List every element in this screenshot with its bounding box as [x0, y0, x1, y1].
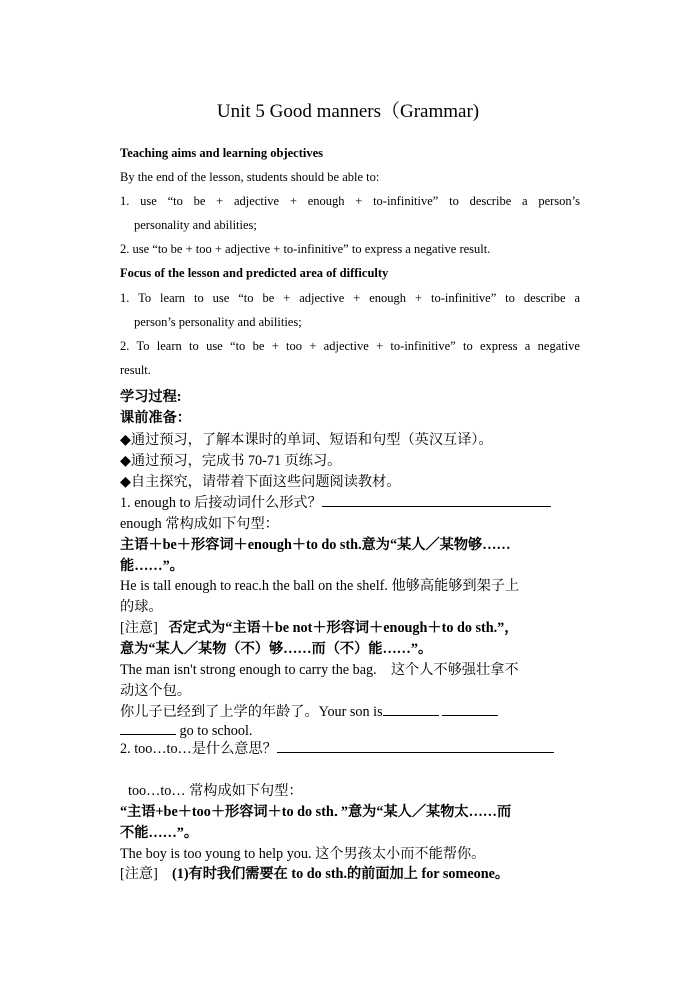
- example-2-line-2: 动这个包。: [120, 683, 191, 699]
- question-1-continuation: enough 常构成如下句型：: [120, 516, 279, 532]
- example-2-line-1: The man isn't strong enough to carry the bag. 这个人不够强壮拿不: [120, 662, 519, 678]
- example-3-text: 你儿子已经到了上学的年龄了。Your son is: [120, 704, 383, 720]
- note-1-text: 否定式为“主语＋be not＋形容词＋enough＋to do sth.”，: [168, 620, 519, 636]
- aim-1-line-2: personality and abilities;: [134, 218, 257, 232]
- pattern-1-line-1: 主语＋be＋形容词＋enough＋to do sth.意为“某人／某物够……: [120, 537, 511, 553]
- pattern-2-line-1: “主语+be＋too＋形容词＋to do sth．”意为“某人／某物太……而: [120, 804, 512, 820]
- aims-intro: By the end of the lesson, students should be able to:: [120, 170, 380, 184]
- note-2-label: [注意]: [120, 866, 158, 882]
- example-3-tail: go to school.: [179, 723, 253, 739]
- example-3-line-1: [120, 701, 580, 721]
- answer-blank-1[interactable]: [322, 493, 551, 507]
- question-2-continuation: too…to… 常构成如下句型：: [128, 783, 303, 799]
- note-1-line-2: 意为“某人／某物（不）够……而（不）能……”。: [120, 641, 433, 657]
- focus-2-line-1: 2. To learn to use “to be + too + adjective + to-infinitive” to express a negative: [120, 339, 580, 353]
- prep-item-2: ◆通过预习，完成书 70-71 页练习。: [120, 453, 342, 469]
- example-4: The boy is too young to help you. 这个男孩太小而不能帮你。: [120, 846, 486, 862]
- note-2: [120, 863, 580, 883]
- aim-2: 2. use “to be + too + adjective + to-infinitive” to express a negative result.: [120, 242, 491, 256]
- focus-heading: Focus of the lesson and predicted area of difficulty: [120, 266, 389, 280]
- question-1: [120, 492, 580, 512]
- pattern-2-line-2: 不能……”。: [120, 825, 199, 841]
- question-2: [120, 738, 580, 758]
- prep-item-1: ◆通过预习，了解本课时的单词、短语和句型（英汉互译）。: [120, 432, 493, 448]
- answer-blank-3[interactable]: [442, 702, 498, 716]
- question-2-text: 2. too…to…是什么意思？: [120, 741, 277, 757]
- note-1-label: [注意]: [120, 620, 158, 636]
- note-1-line-1: [120, 617, 580, 637]
- page-title: Unit 5 Good manners（Grammar): [216, 101, 480, 122]
- focus-1-line-1: 1. To learn to use “to be + adjective + enough + to-infinitive” to describe a: [120, 291, 580, 305]
- focus-2-line-2: result.: [120, 363, 151, 377]
- prep-item-3: ◆自主探究，请带着下面这些问题阅读教材。: [120, 474, 401, 490]
- example-1-line-2: 的球。: [120, 599, 163, 615]
- aim-1-line-1: 1. use “to be + adjective + enough + to-infinitive” to describe a person’s: [120, 194, 580, 208]
- note-2-text: (1)有时我们需要在 to do sth.的前面加上 for someone。: [172, 866, 510, 882]
- example-1-line-1: He is tall enough to reac.h the ball on the shelf. 他够高能够到架子上: [120, 578, 520, 594]
- answer-blank-5[interactable]: [277, 739, 554, 753]
- question-1-text: 1. enough to 后接动词什么形式？: [120, 495, 322, 511]
- prep-heading: 课前准备：: [120, 410, 191, 426]
- process-heading: 学习过程:: [120, 389, 182, 405]
- answer-blank-4[interactable]: [120, 721, 176, 735]
- answer-blank-2[interactable]: [383, 702, 439, 716]
- aims-heading: Teaching aims and learning objectives: [120, 146, 324, 160]
- pattern-1-line-2: 能……”。: [120, 558, 184, 574]
- focus-1-line-2: person’s personality and abilities;: [134, 315, 302, 329]
